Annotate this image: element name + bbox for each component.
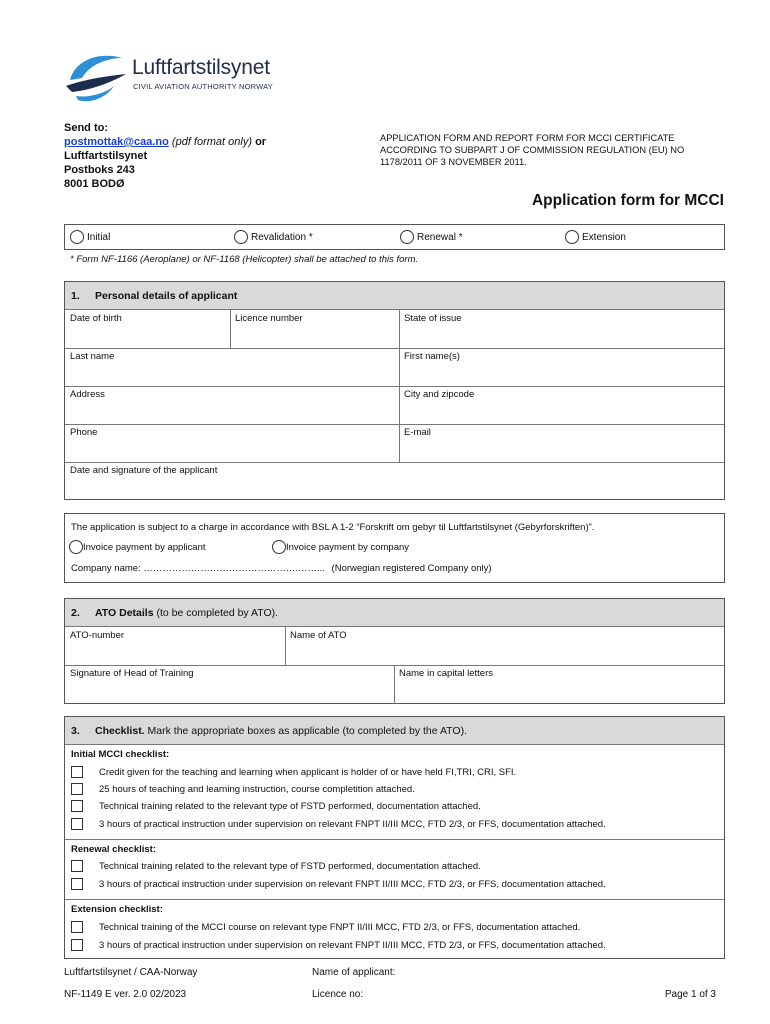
address-field[interactable]: Address bbox=[70, 389, 105, 400]
extension-checklist-label: Extension checklist: bbox=[71, 904, 163, 915]
checkbox-icon[interactable] bbox=[71, 766, 83, 778]
application-type-box bbox=[64, 224, 725, 250]
ato-number-field[interactable]: ATO-number bbox=[70, 630, 125, 641]
send-to-label: Send to: bbox=[64, 122, 108, 134]
invoice-applicant-option[interactable]: Invoice payment by applicant bbox=[69, 540, 206, 554]
form-reference: APPLICATION FORM AND REPORT FORM FOR MCCI CERTIFICATE ACCORDING TO SUBPART J OF COMMISSION REGULATION (EU) NO 1178/2011 OF 3 NOVEMBER 2011. bbox=[380, 133, 685, 167]
checklist-item[interactable]: 25 hours of teaching and learning instruction, course completition attached. bbox=[71, 783, 415, 795]
option-initial[interactable]: Initial bbox=[70, 230, 110, 244]
checklist-item[interactable]: Credit given for the teaching and learning when applicant is holder of or have held FI,TRI, CRI, SFI. bbox=[71, 766, 516, 778]
licence-number-field[interactable]: Licence number bbox=[235, 313, 303, 324]
checklist-item[interactable]: 3 hours of practical instruction under supervision on relevant FNPT II/III MCC, FTD 2/3, or FFS, documentation attached. bbox=[71, 878, 606, 890]
section-checklist bbox=[64, 716, 725, 959]
page-title: Application form for MCCI bbox=[531, 192, 724, 209]
address-line1: Postboks 243 bbox=[64, 164, 135, 176]
logo-name: Luftfartstilsynet bbox=[132, 56, 270, 79]
signature-field[interactable]: Date and signature of the applicant bbox=[70, 465, 218, 476]
renewal-checklist-label: Renewal checklist: bbox=[71, 844, 157, 855]
checkbox-icon[interactable] bbox=[71, 800, 83, 812]
email-note: (pdf format only) bbox=[171, 136, 253, 148]
checkbox-icon[interactable] bbox=[71, 878, 83, 890]
first-names-field[interactable]: First name(s) bbox=[404, 351, 460, 362]
company-name-field[interactable]: Company name: ………………………………………….……... (Norwegian registered Company only) bbox=[71, 563, 492, 574]
checklist-item[interactable]: Technical training of the MCCI course on relevant type FNPT II/III MCC, FTD 2/3, or FFS, documentation attached. bbox=[71, 921, 580, 933]
section1-header: 1. Personal details of applicant bbox=[65, 282, 724, 310]
initial-checklist-label: Initial MCCI checklist: bbox=[71, 749, 170, 760]
checklist-item[interactable]: 3 hours of practical instruction under supervision on relevant FNPT II/III MCC, FTD 2/3, or FFS, documentation attached. bbox=[71, 818, 606, 830]
checkbox-icon[interactable] bbox=[71, 921, 83, 933]
radio-icon[interactable] bbox=[272, 540, 286, 554]
radio-icon[interactable] bbox=[400, 230, 414, 244]
footer-form-id: NF-1149 E ver. 2.0 02/2023 bbox=[64, 989, 187, 1000]
section2-header: 2. ATO Details (to be completed by ATO). bbox=[65, 599, 724, 627]
phone-field[interactable]: Phone bbox=[70, 427, 98, 438]
option-extension[interactable]: Extension bbox=[565, 230, 626, 244]
last-name-field[interactable]: Last name bbox=[70, 351, 115, 362]
footer-org: Luftfartstilsynet / CAA-Norway bbox=[64, 967, 198, 978]
radio-icon[interactable] bbox=[70, 230, 84, 244]
org-name: Luftfartstilsynet bbox=[64, 150, 148, 162]
airplane-logo-icon bbox=[62, 50, 130, 106]
checkbox-icon[interactable] bbox=[71, 939, 83, 951]
head-of-training-signature-field[interactable]: Signature of Head of Training bbox=[70, 668, 194, 679]
footer-applicant-name: Name of applicant: bbox=[312, 967, 396, 978]
state-of-issue-field[interactable]: State of issue bbox=[404, 313, 462, 324]
charge-text: The application is subject to a charge in accordance with BSL A 1-2 “Forskrift om gebyr til Luftfartstilsynet (Gebyrforskriften)”. bbox=[71, 522, 595, 533]
section3-header: 3. Checklist. Mark the appropriate boxes as applicable (to completed by the ATO). bbox=[65, 717, 724, 745]
invoice-company-option[interactable]: Invoice payment by company bbox=[272, 540, 409, 554]
checklist-item[interactable]: Technical training related to the relevant type of FSTD performed, documentation attached. bbox=[71, 800, 481, 812]
email-field[interactable]: E-mail bbox=[404, 427, 431, 438]
checklist-item[interactable]: 3 hours of practical instruction under supervision on relevant FNPT II/III MCC, FTD 2/3, or FFS, documentation attached. bbox=[71, 939, 606, 951]
radio-icon[interactable] bbox=[234, 230, 248, 244]
checklist-item[interactable]: Technical training related to the relevant type of FSTD performed, documentation attached. bbox=[71, 860, 481, 872]
email-link[interactable]: postmottak@caa.no bbox=[64, 136, 169, 148]
attachment-note: * Form NF-1166 (Aeroplane) or NF-1168 (Helicopter) shall be attached to this form. bbox=[70, 254, 419, 265]
ato-name-field[interactable]: Name of ATO bbox=[290, 630, 347, 641]
section-personal-details bbox=[64, 281, 725, 500]
logo bbox=[62, 50, 302, 110]
checkbox-icon[interactable] bbox=[71, 818, 83, 830]
logo-subtitle: CIVIL AVIATION AUTHORITY NORWAY bbox=[133, 82, 273, 91]
date-of-birth-field[interactable]: Date of birth bbox=[70, 313, 122, 324]
option-revalidation[interactable]: Revalidation * bbox=[234, 230, 313, 244]
address-line2: 8001 BODØ bbox=[64, 178, 125, 190]
option-renewal[interactable]: Renewal * bbox=[400, 230, 463, 244]
city-zip-field[interactable]: City and zipcode bbox=[404, 389, 475, 400]
radio-icon[interactable] bbox=[69, 540, 83, 554]
or-text: or bbox=[255, 136, 267, 148]
send-to-block bbox=[64, 121, 266, 191]
company-note: (Norwegian registered Company only) bbox=[331, 563, 492, 574]
radio-icon[interactable] bbox=[565, 230, 579, 244]
checkbox-icon[interactable] bbox=[71, 860, 83, 872]
footer-licence-no: Licence no: bbox=[312, 989, 364, 1000]
name-capitals-field[interactable]: Name in capital letters bbox=[399, 668, 493, 679]
checkbox-icon[interactable] bbox=[71, 783, 83, 795]
page-number: Page 1 of 3 bbox=[664, 989, 716, 1000]
charge-box bbox=[64, 513, 725, 583]
section-ato-details bbox=[64, 598, 725, 704]
